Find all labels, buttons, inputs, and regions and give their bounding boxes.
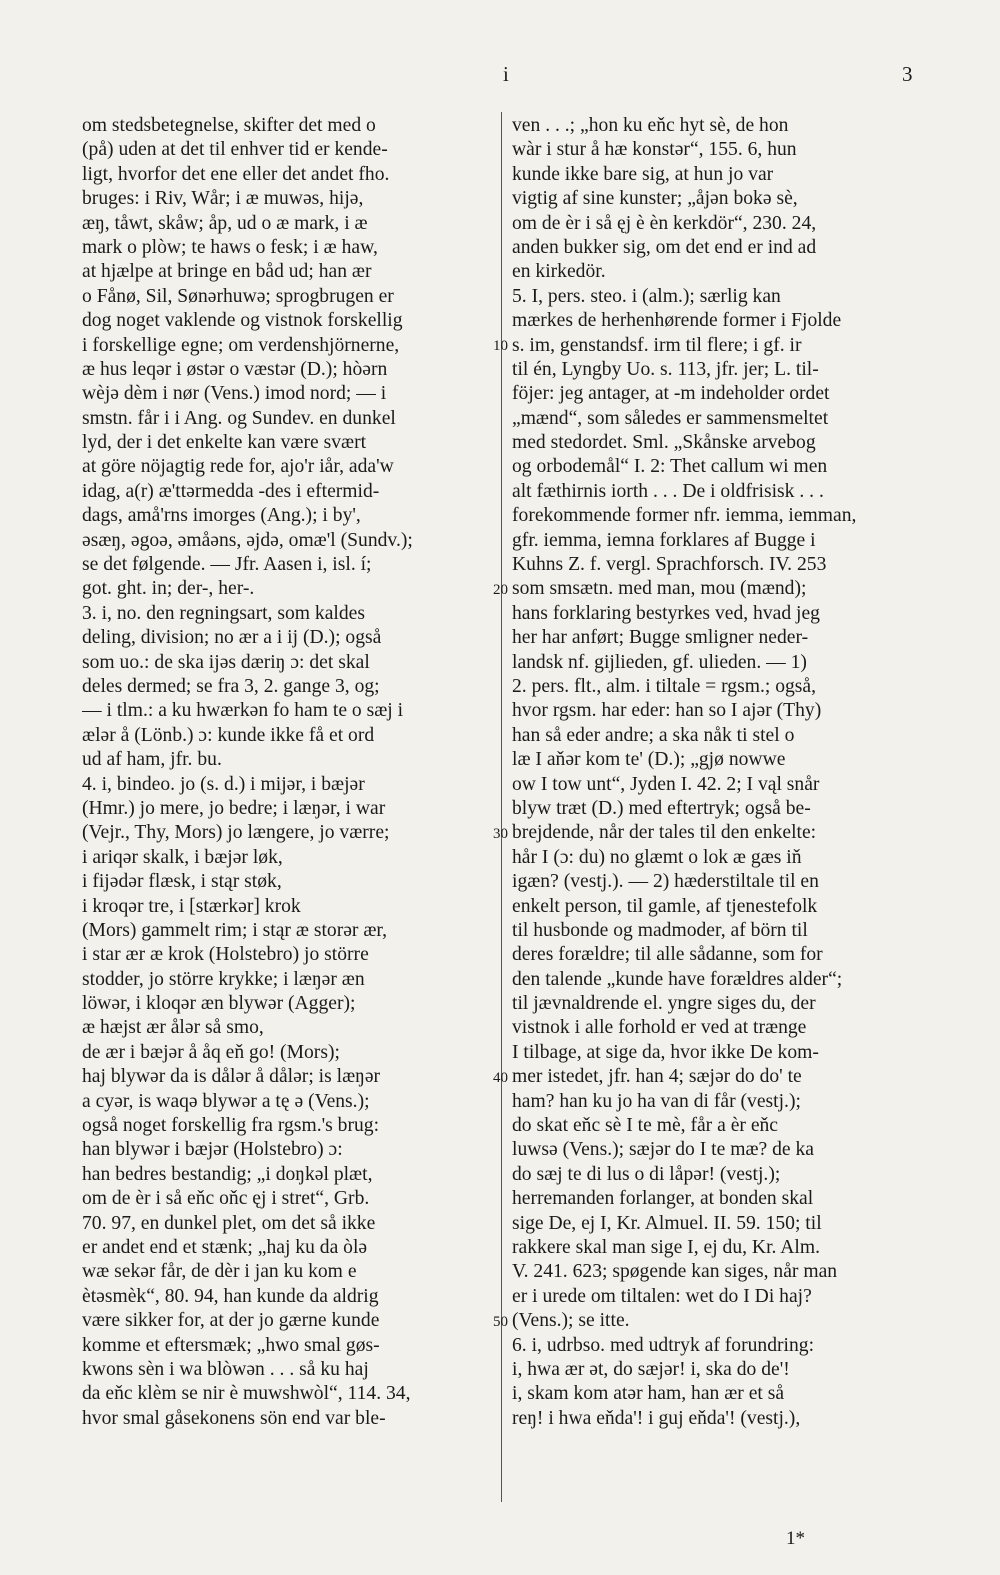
text-line: i kroqər tre, i [stærkər] krok <box>82 895 301 917</box>
text-line: lyd, der i det enkelte kan være svært <box>82 432 367 454</box>
text-line: wæ sekər får, de dèr i jan ku kom e <box>82 1261 357 1283</box>
text-line: mer istedet, jfr. han 4; sæjər do do' te <box>512 1066 802 1088</box>
text-line: (Mors) gammelt rim; i stąr æ storər ær, <box>82 919 388 941</box>
text-line: i, hwa ær ət, do sæjər! i, ska do de'! <box>512 1358 790 1380</box>
text-line: do skat eňc sè I te mè, får a èr eňc <box>512 1115 779 1137</box>
text-line: han blywər i bæjər (Holstebro) ɔ: <box>82 1139 343 1161</box>
text-line: brejdende, når der tales til den enkelte: <box>512 822 817 844</box>
text-line: han bedres bestandig; „i doŋkəl plæt, <box>82 1163 373 1185</box>
text-line: hvor rgsm. har eder: han so I ajər (Thy) <box>512 700 822 722</box>
text-line: her har anført; Bugge smligner neder- <box>512 627 809 649</box>
text-line: deres forældre; til alle sådanne, som for <box>512 944 823 966</box>
running-head-letter: i <box>503 62 509 86</box>
text-line: blyw træt (D.) med eftertryk; også be- <box>512 797 811 819</box>
text-line: herremanden forlanger, at bonden skal <box>512 1188 814 1210</box>
right-column <box>512 114 922 1431</box>
text-line: 2. pers. flt., alm. i tiltale = rgsm.; også, <box>512 675 817 697</box>
text-line: — i tlm.: a ku hwærkən fo ham te o sæj i <box>82 700 404 722</box>
text-line: wèjə dèm i nør (Vens.) imod nord; — i <box>82 383 387 405</box>
text-line: wàr i stur å hæ konstər“, 155. 6, hun <box>512 139 797 161</box>
text-line: o Fånø, Sil, Sønərhuwə; sprogbrugen er <box>82 285 394 307</box>
text-line: ven . . .; „hon ku eňc hyt sè, de hon <box>512 115 789 136</box>
text-line: 70. 97, en dunkel plet, om det så ikke <box>82 1212 376 1234</box>
text-line: luwsə (Vens.); sæjər do I te mæ? de ka <box>512 1139 814 1161</box>
text-line: idag, a(r) æ'ttərmedda -des i eftermid- <box>82 480 380 502</box>
text-line: som smsætn. med man, mou (mænd); <box>512 578 807 600</box>
signature-mark: 1* <box>786 1528 805 1549</box>
text-line: vigtig af sine kunster; „åjən bokə sè, <box>512 188 798 210</box>
text-line: landsk nf. gijlieden, gf. ulieden. — 1) <box>512 651 807 673</box>
line-number: 50 <box>493 1313 508 1330</box>
text-line: do sæj te di lus o di låpər! (vestj.); <box>512 1163 781 1185</box>
line-number: 40 <box>493 1069 508 1086</box>
line-number: 30 <box>493 825 508 842</box>
text-line: i star ær æ krok (Holstebro) jo större <box>82 944 369 966</box>
text-line: anden bukker sig, om det end er ind ad <box>512 236 817 258</box>
text-line: V. 241. 623; spøgende kan siges, når man <box>512 1261 838 1283</box>
text-line: kwons sèn i wa blòwən . . . så ku haj <box>82 1358 369 1380</box>
text-line: 6. i, udrbso. med udtryk af forundring: <box>512 1334 815 1356</box>
text-line: əsæŋ, əgoə, əmåəns, əjdə, omæ'l (Sundv.); <box>82 529 413 551</box>
line-number: 10 <box>493 337 508 354</box>
text-line: en kirkedör. <box>512 261 606 283</box>
text-line: a cyər, is waqə blywər a tę ə (Vens.); <box>82 1090 370 1112</box>
text-line: hvor smal gåsekonens sön end var ble- <box>82 1407 386 1429</box>
column-divider <box>501 112 502 1502</box>
text-line: ud af ham, jfr. bu. <box>82 749 222 771</box>
text-line: bruges: i Riv, Wår; i æ muwəs, hiјə, <box>82 188 364 210</box>
text-line: til én, Lyngby Uo. s. 113, jfr. jer; L. til- <box>512 358 819 380</box>
text-line: i fijədər flæsk, i stąr støk, <box>82 871 282 893</box>
text-line: ham? han ku jo ha van di får (vestj.); <box>512 1090 801 1112</box>
text-line: vistnok i alle forhold er ved at trænge <box>512 1017 807 1039</box>
text-line: om de èr i så ęj è èn kerkdör“, 230. 24, <box>512 212 817 234</box>
text-line: ligt, hvorfor det ene eller det andet fho. <box>82 163 390 185</box>
text-line: at göre nöjagtig rede for, ajo'r iår, ada'w <box>82 456 394 478</box>
text-line: mark o plòw; te haws o fesk; i æ haw, <box>82 236 378 258</box>
text-line: om de èr i så eňc oňc ęj i stret“, Grb. <box>82 1188 370 1210</box>
text-line: (Hmr.) jo mere, jo bedre; i læŋər, i war <box>82 797 386 819</box>
text-line: Kuhns Z. f. vergl. Sprachforsch. IV. 253 <box>512 554 827 576</box>
text-line: (på) uden at det til enhver tid er kende- <box>82 139 388 161</box>
text-line: han så eder andre; a ska nåk ti stel o <box>512 724 795 746</box>
text-line: om stedsbetegnelse, skifter det med o <box>82 115 376 136</box>
text-line: sige De, ej I, Kr. Almuel. II. 59. 150; til <box>512 1212 822 1234</box>
text-line: enkelt person, til gamle, af tjenestefolk <box>512 895 818 917</box>
text-line: föjer: jeg antager, at -m indeholder ordet <box>512 383 830 405</box>
text-line: komme et eftersmæk; „hwo smal gøs- <box>82 1334 380 1356</box>
text-line: ælər å (Lönb.) ɔ: kunde ikke få et ord <box>82 724 375 746</box>
text-line: (Vejr., Thy, Mors) jo længere, jo værre; <box>82 822 390 844</box>
line-number: 20 <box>493 581 508 598</box>
text-line: at hjælpe at bringe en båd ud; han ær <box>82 261 372 283</box>
text-line: reŋ! i hwa eňda'! i guj eňda'! (vestj.), <box>512 1407 801 1429</box>
text-line: alt fæthirnis iorth . . . De i oldfrisisk . . . <box>512 480 824 502</box>
text-line: forekommende former nfr. iemma, iemman, <box>512 505 857 527</box>
page-number: 3 <box>902 62 913 86</box>
text-line: og orbodemål“ I. 2: Thet callum wi men <box>512 456 828 478</box>
text-line: 4. i, bindeo. jo (s. d.) i mijər, i bæjər <box>82 773 365 795</box>
text-line: mærkes de herhenhørende former i Fjolde <box>512 310 842 332</box>
text-line: i forskellige egne; om verdenshjörnerne, <box>82 334 400 356</box>
text-line: ètəsmèk“, 80. 94, han kunde da aldrig <box>82 1285 379 1307</box>
text-line: æ hus leqər i østər o væstər (D.); hòərn <box>82 358 388 380</box>
left-column <box>82 114 492 1431</box>
text-line: ow I tow unt“, Jyden I. 42. 2; I vąl snår <box>512 773 820 795</box>
text-line: da eňc klèm se nir è muwshwòl“, 114. 34, <box>82 1383 411 1405</box>
text-line: med stedordet. Sml. „Skånske arvebog <box>512 432 816 454</box>
text-line: være sikker for, at der jo gærne kunde <box>82 1310 380 1332</box>
text-line: smstn. får i i Ang. og Sundev. en dunkel <box>82 407 396 429</box>
text-line: deles dermed; se fra 3, 2. gange 3, og; <box>82 675 380 697</box>
text-line: til jævnaldrende el. yngre siges du, der <box>512 993 816 1015</box>
text-line: s. im, genstandsf. irm til flere; i gf. ir <box>512 334 802 356</box>
text-line: got. ght. in; der-, her-. <box>82 578 255 600</box>
text-line: i, skam kom atər ham, han ær et så <box>512 1383 785 1405</box>
text-line: også noget forskellig fra rgsm.'s brug: <box>82 1115 380 1137</box>
text-line: dog noget vaklende og vistnok forskellig <box>82 310 403 332</box>
text-line: 3. i, no. den regningsart, som kaldes <box>82 602 365 624</box>
text-line: til husbonde og madmoder, af börn til <box>512 919 808 941</box>
text-line: den talende „kunde have forældres alder“; <box>512 968 843 990</box>
text-line: igæn? (vestj.). — 2) hæderstiltale til en <box>512 871 819 893</box>
text-line: hans forklaring bestyrkes ved, hvad jeg <box>512 602 820 624</box>
text-line: æ hæjst ær ålər så smo, <box>82 1017 264 1039</box>
text-line: som uo.: de ska ijəs dæriŋ ɔ: det skal <box>82 651 370 673</box>
text-line: de ær i bæjər å åq eň go! (Mors); <box>82 1041 340 1063</box>
text-line: hår I (ɔ: du) no glæmt o lok æ gæs iň <box>512 846 802 868</box>
text-line: er i urede om tiltalen: wet do I Di haj? <box>512 1285 812 1307</box>
text-line: deling, division; no ær a i ij (D.); også <box>82 627 382 649</box>
text-line: i ariqər skalk, i bæjər løk, <box>82 846 283 868</box>
text-line: kunde ikke bare sig, at hun jo var <box>512 163 774 185</box>
text-line: gfr. iemma, iemna forklares af Bugge i <box>512 529 816 551</box>
text-line: I tilbage, at sige da, hvor ikke De kom- <box>512 1041 819 1063</box>
text-line: „mænd“, som således er sammensmeltet <box>512 407 829 429</box>
text-line: dags, amå'rns imorges (Ang.); i by', <box>82 505 361 527</box>
text-line: æŋ, tåwt, skåw; åp, ud o æ mark, i æ <box>82 212 368 234</box>
text-line: læ I aňər kom te' (D.); „gjø nowwe <box>512 749 786 771</box>
text-line: (Vens.); se itte. <box>512 1310 630 1332</box>
text-line: stodder, jo större krykke; i læŋər æn <box>82 968 365 990</box>
text-line: 5. I, pers. steo. i (alm.); særlig kan <box>512 285 781 307</box>
text-line: er andet end et stænk; „haj ku da òlə <box>82 1236 368 1258</box>
text-line: haj blywər da is dålər å dålər; is læŋər <box>82 1066 381 1088</box>
text-line: löwər, i kloqər æn blywər (Agger); <box>82 993 356 1015</box>
text-line: rakkere skal man sige I, ej du, Kr. Alm. <box>512 1236 820 1258</box>
text-line: se det følgende. — Jfr. Aasen i, isl. í; <box>82 554 372 576</box>
